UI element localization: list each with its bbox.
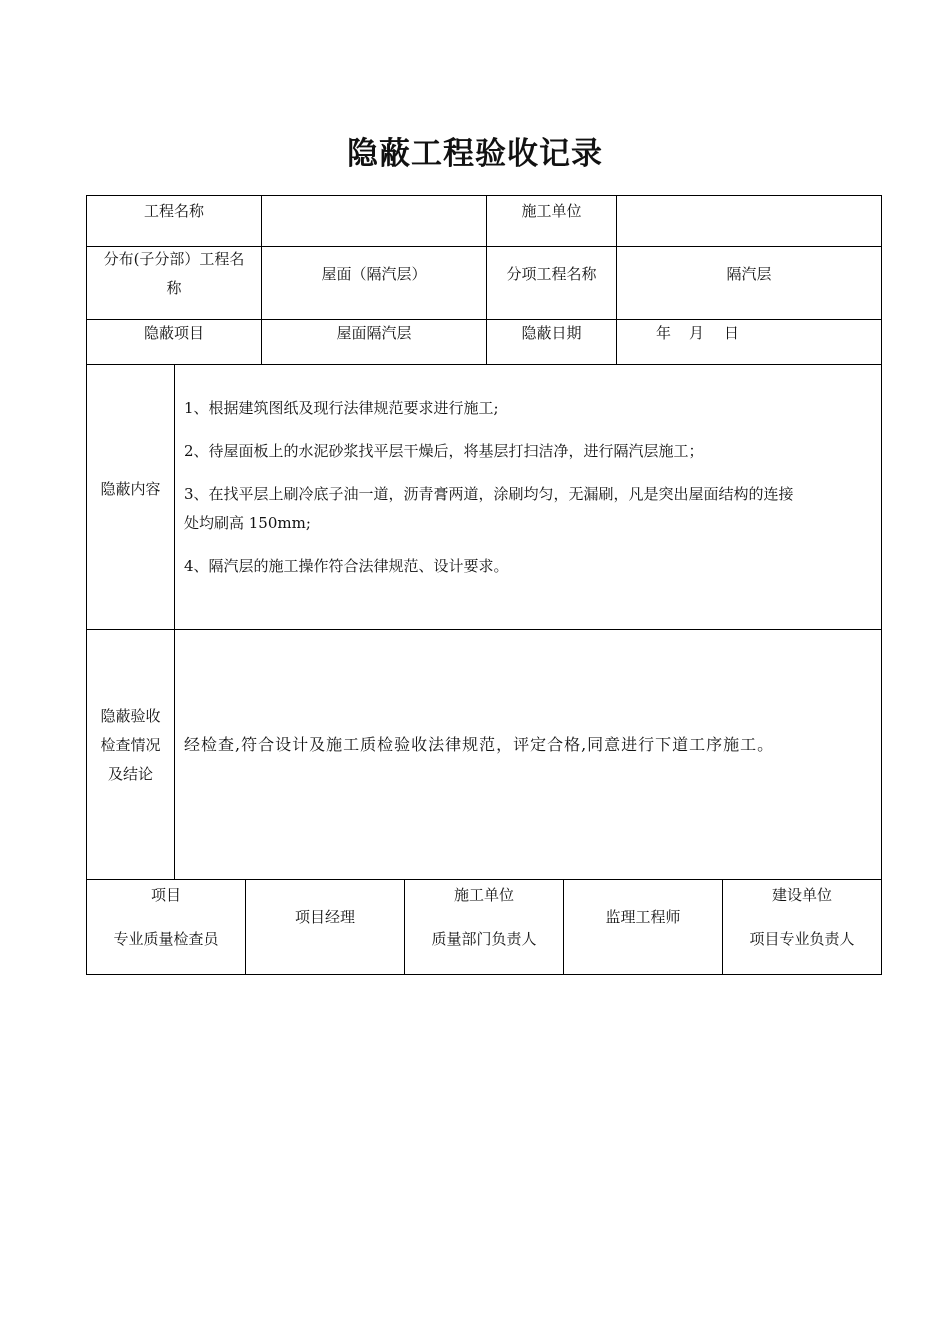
inspection-label-line2: 检查情况 <box>100 736 161 754</box>
inspection-label-line1: 隐蔽验收 <box>100 707 161 725</box>
signature-quality-inspector-line2: 专业质量检查员 <box>113 930 219 948</box>
content-item: 3、在找平层上刷冷底子油一道，沥青膏两道，涂刷均匀，无漏刷，凡是突出屋面结构的连接 <box>184 485 794 503</box>
subdivision-value: 屋面（隔汽层） <box>321 265 427 283</box>
hidden-item-value: 屋面隔汽层 <box>336 324 412 342</box>
document-title: 隐蔽工程验收记录 <box>347 136 603 172</box>
date-month: 月 <box>689 324 705 342</box>
signature-quality-inspector-line1: 项目 <box>150 886 181 904</box>
hidden-date-label: 隐蔽日期 <box>521 324 582 342</box>
content-item: 处均刷高 150mm; <box>184 514 311 532</box>
signature-supervising-engineer: 监理工程师 <box>605 908 681 926</box>
row-divider <box>86 319 882 320</box>
row-divider <box>86 364 882 365</box>
signature-contractor-quality-line2: 质量部门负责人 <box>431 930 537 948</box>
subitem-value: 隔汽层 <box>726 265 772 283</box>
inspection-label-line3: 及结论 <box>107 765 153 783</box>
col-divider <box>174 364 175 879</box>
inspection-conclusion: 经检查,符合设计及施工质检验收法律规范，评定合格,同意进行下道工序施工。 <box>184 735 775 754</box>
record-table <box>86 195 882 975</box>
signature-owner-line1: 建设单位 <box>771 886 832 904</box>
row-divider <box>86 246 882 247</box>
row-divider <box>86 879 882 880</box>
hidden-item-label: 隐蔽项目 <box>143 324 204 342</box>
signature-owner-line2: 项目专业负责人 <box>749 930 855 948</box>
subitem-label: 分项工程名称 <box>506 265 597 283</box>
signature-contractor-quality-line1: 施工单位 <box>453 886 514 904</box>
subdivision-label-line2: 称 <box>166 279 182 297</box>
date-day: 日 <box>724 324 740 342</box>
content-item: 2、待屋面板上的水泥砂浆找平层干燥后，将基层打扫洁净，进行隔汽层施工； <box>184 442 704 460</box>
signature-project-manager: 项目经理 <box>294 908 355 926</box>
row-divider <box>86 629 882 630</box>
content-label: 隐蔽内容 <box>100 480 161 498</box>
content-item: 1、根据建筑图纸及现行法律规范要求进行施工; <box>184 399 499 417</box>
content-item: 4、隔汽层的施工操作符合法律规范、设计要求。 <box>184 557 509 575</box>
project-name-label: 工程名称 <box>143 202 204 220</box>
date-year: 年 <box>656 324 672 342</box>
contractor-label: 施工单位 <box>521 202 582 220</box>
subdivision-label-line1: 分布(子分部）工程名 <box>103 250 245 268</box>
